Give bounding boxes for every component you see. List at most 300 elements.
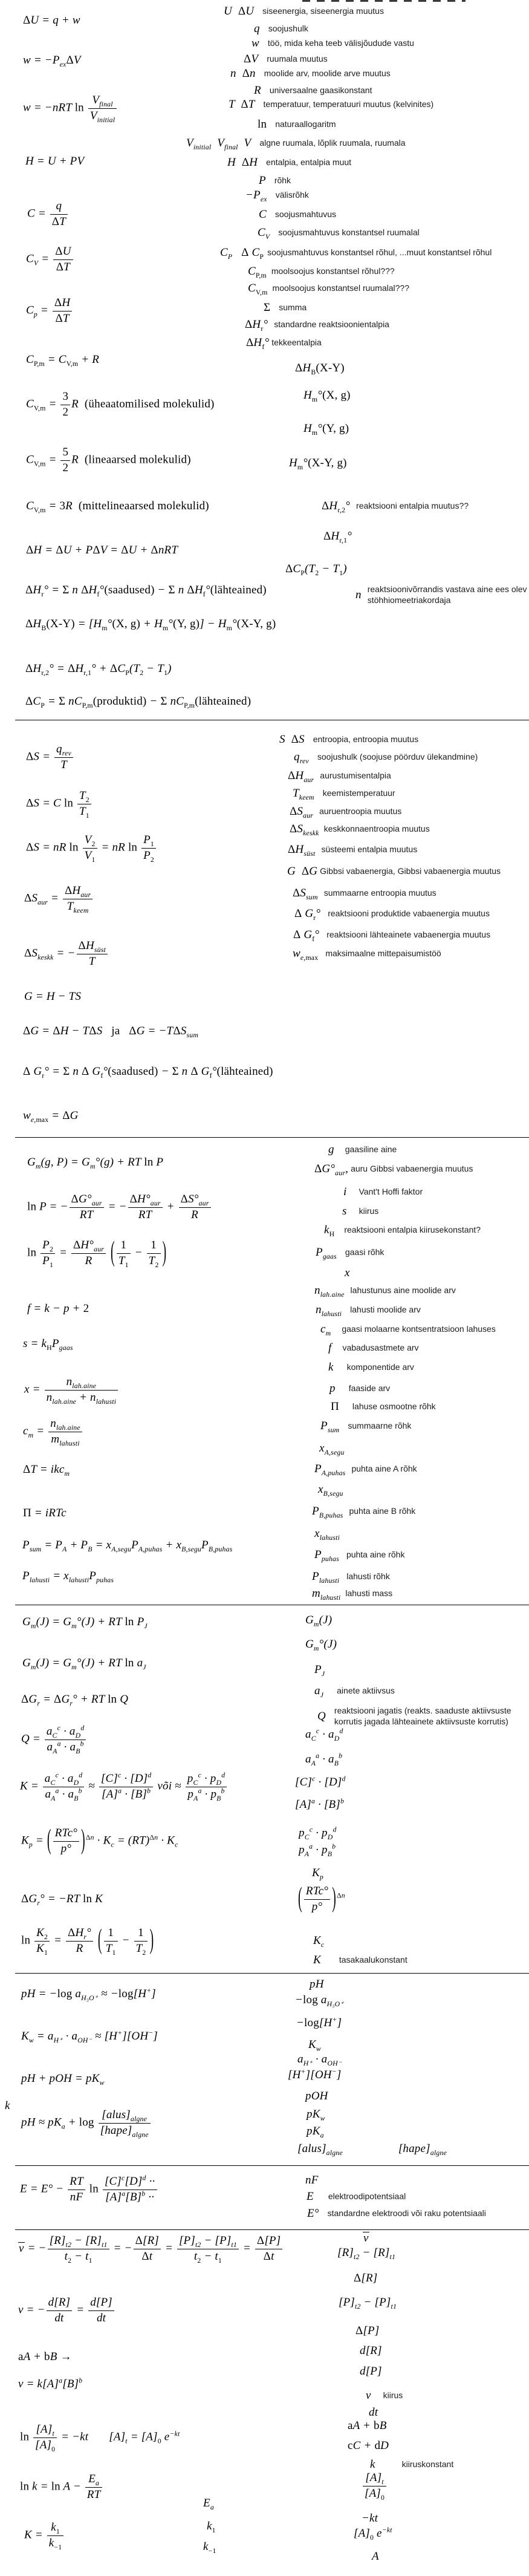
sym-n-symbol: n Δn xyxy=(230,67,256,80)
eq-cpm-cvm: $C_{P,m} = C_{V,m} + R$ xyxy=(26,353,100,368)
sym-nf-symbol: nF xyxy=(305,2174,319,2186)
sym-g-gas-desc: gaasiline aine xyxy=(345,1144,397,1155)
sym-dgr-symbol: Δ $G_r^\circ$ xyxy=(294,907,321,922)
sym-v-symbol: $V_{initial}$ $V_{final}$ V xyxy=(186,137,252,151)
sym-hmxy-symbol: $H_m^\circ(X-Y$, g) xyxy=(289,457,347,471)
sym-c xyxy=(259,208,336,221)
sym-aj-desc: ainete aktiivsus xyxy=(337,1686,395,1696)
sym-e0-desc: standardne elektroodi või raku potentsiaali xyxy=(327,2208,486,2219)
sym-gmj xyxy=(305,1614,340,1627)
sym-dt-symbol: dt xyxy=(369,2406,378,2419)
sym-hmxy xyxy=(289,457,355,470)
sym-u-symbol: U ΔU xyxy=(224,5,255,18)
sym-a0ekt xyxy=(354,2527,401,2540)
sym-plahusti-symbol: $P_{lahusti}$ xyxy=(312,1570,340,1585)
sym-v-desc: algne ruumala, lõplik ruumala, ruumala xyxy=(259,138,406,148)
eq-dg-lnk: $\Delta G_r^\circ = -RT$ ln K xyxy=(21,1893,103,1907)
sym-dhr1 xyxy=(323,530,360,543)
eq-work-isothermal: w = −nRT ln $V_{final}$ $V_{initial}$ xyxy=(23,94,118,123)
sym-pbpuhas-symbol: $P_{B,puhas}$ xyxy=(312,1505,343,1519)
sym-n-stoich-desc: reaktsioonivõrrandis vastava aine ees olev stöhhiomeetriakordaja xyxy=(367,584,527,605)
sym-wemax-desc: maksimaalne mittepaisumistöö xyxy=(325,948,441,959)
sym-n-stoich xyxy=(355,584,529,605)
eq-internal-energy: ΔU = q + w xyxy=(23,14,80,27)
sym-dhf-symbol: $\Delta H_f^\circ$ xyxy=(246,336,270,351)
sym-ppuhas xyxy=(314,1548,404,1562)
sym-t-desc: temperatuur, temperatuuri muutus (kelvinites) xyxy=(263,99,434,109)
sym-n xyxy=(230,67,391,80)
sym-dgr-desc: reaktsiooni produktide vabaenergia muutus xyxy=(328,908,490,919)
eq-entropy-qrev: ΔS = $q_{rev}$ T xyxy=(26,743,74,772)
sym-p-symbol: P xyxy=(259,174,266,187)
eq-cv: $C_V$ = $\frac{\Delta U}{\Delta T}$ xyxy=(26,245,74,275)
eq-reaction-quotient: Q = $a_C^c \cdot a_D^d$ $a_A^a \cdot a_B^b$ xyxy=(21,1725,87,1755)
sym-d-r-symbol: d[R] xyxy=(360,2344,382,2357)
sym-q-quotient-symbol: Q xyxy=(317,1709,326,1723)
eq-gibbs-def: G = H − TS xyxy=(24,990,82,1003)
sym-pcd xyxy=(299,1827,345,1840)
sym-pi xyxy=(331,1400,436,1414)
sym-poh xyxy=(305,2090,337,2103)
sym-p-phases xyxy=(329,1382,390,1395)
sym-cm-desc: gaasi molaarne kontsentratsioon lahuses xyxy=(342,1324,496,1334)
sym-g-gas-symbol: g xyxy=(328,1143,334,1156)
sym-pj-symbol: $P_J$ xyxy=(314,1663,325,1678)
sym-s-speed-symbol: s xyxy=(342,1205,347,1218)
sym-v-rate-desc: kiirus xyxy=(383,2390,403,2401)
eq-dh-dnrt: ΔH = ΔU + PΔV = ΔU + ΔnRT xyxy=(26,544,178,556)
sym-dgaur-desc: auru Gibbsi vabaenergia muutus xyxy=(351,1164,473,1174)
sym-dgf-desc: reaktsiooni lähteainete vabaenergia muutus xyxy=(326,930,491,940)
sym-tkeem-symbol: $T_{keem}$ xyxy=(293,787,314,801)
sym-k-comp-symbol: k xyxy=(328,1361,334,1374)
eq-reaction-gibbs: Δ $G_r^\circ = \Sigma$ n Δ $G_f^\circ(saadused) - \Sigma$ n Δ $G_f^\circ(lähteained)$ xyxy=(23,1065,273,1080)
sym-d-p xyxy=(360,2365,391,2378)
sym-dgr xyxy=(294,907,490,921)
sym-x xyxy=(345,1267,359,1280)
sym-dskeskk xyxy=(290,823,430,836)
sym-q xyxy=(254,22,308,36)
sym-d-r xyxy=(360,2344,391,2358)
sym-plahusti xyxy=(312,1570,390,1583)
sym-w-symbol: w xyxy=(252,37,259,50)
sym-q-desc: soojushulk xyxy=(268,24,308,34)
sym-p-phases-desc: faaside arv xyxy=(348,1383,391,1394)
sym-n-stoich-symbol: n xyxy=(355,588,362,601)
eq-reaction-enthalpy: $\Delta H_r^\circ = \Sigma$ n $\Delta H_f^\circ(saadused) - \Sigma$ n $\Delta H_f^\circ(lähteained)$ xyxy=(25,584,267,598)
sym-pbpuhas-desc: puhta aine B rõhk xyxy=(349,1506,416,1516)
eq-max-work: $w_{e,max} = \Delta G$ xyxy=(23,1109,79,1124)
sym-p-diff-symbol: $[P]_{t2} - [P]_{t1}$ xyxy=(339,2296,397,2310)
sym-ln-symbol: ln xyxy=(258,118,267,131)
sym-f xyxy=(328,1342,419,1355)
sym-f-desc: vabadusastmete arv xyxy=(342,1343,419,1353)
sym-t xyxy=(229,98,433,111)
sym-log-h-symbol: −log[H+] xyxy=(296,2015,342,2029)
sym-ea-symbol: $E_a$ xyxy=(203,2497,214,2511)
sym-pgaas-desc: gaasi rõhk xyxy=(345,1247,385,1257)
sym-xbsegu xyxy=(318,1483,352,1496)
sym-dgaur-symbol: $\Delta G^\circ_{aur}$, xyxy=(314,1162,349,1177)
eq-kirchhoff: $\Delta H_{r,2}^\circ = \Delta H_{r,1}^\circ + \Delta C_P(T_2 - T_1)$ xyxy=(25,662,172,677)
sym-dcpt-symbol: $\Delta C_P(T_2 - T_1)$ xyxy=(285,562,347,577)
sym-cvm xyxy=(248,282,409,295)
sym-k1 xyxy=(207,2520,224,2533)
sym-dhaur-symbol: $\Delta H_{aur}$ xyxy=(288,769,314,784)
sym-nlahaine-desc: lahustunus aine moolide arv xyxy=(350,1285,456,1296)
sym-ccdd-symbol: cC + dD xyxy=(348,2439,389,2452)
sym-ccdd xyxy=(348,2439,397,2453)
sym-conc-ab xyxy=(295,1798,352,1811)
sym-nf xyxy=(305,2174,327,2187)
sym-dr xyxy=(354,2272,386,2285)
eq-nernst: E = E° − $\frac{RT}{nF}$ ln $\frac{[C]^c[D]^d \cdot\cdot}{[A]^a[B]^b \cdot\cdot}$ xyxy=(20,2175,158,2205)
sym-h-symbol: H ΔH xyxy=(227,156,258,169)
sym-ah-aoh xyxy=(297,2053,350,2066)
sym-ln-desc: naturaallogaritm xyxy=(275,119,336,129)
sym-dv-symbol: ΔV xyxy=(244,53,259,65)
sym-nlahusti-symbol: $n_{lahusti}$ xyxy=(316,1303,342,1318)
eq-gibbs-change: ΔG = ΔH − TΔS ja $\Delta G = -T\Delta S_{sum}$ xyxy=(23,1025,199,1039)
sym-cm xyxy=(320,1323,496,1336)
sym-aabb xyxy=(348,2419,395,2433)
eq-raoult-total: $P_{sum} = P_A + P_B = x_{A,segu}P_{A,puhas} + x_{B,segu}P_{B,puhas}$ xyxy=(22,1539,233,1553)
sym-a-freq-symbol: A xyxy=(372,2550,379,2563)
sym-i-vanthoff-desc: Vant't Hoffi faktor xyxy=(359,1187,423,1197)
eq-bond-enthalpy: $\Delta H_B(X-Y) = [H_m^\circ(X$, $g) + H_m^\circ(Y$, $g)] - H_m^\circ(X-Y$, g) xyxy=(25,618,276,632)
sym-i-vanthoff-symbol: i xyxy=(343,1185,347,1198)
sym-pex-symbol: $-P_{ex}$ xyxy=(245,189,267,203)
sym-dsaur-desc: auruentroopia muutus xyxy=(319,806,402,817)
eq-rate-law: $v = k[A]^a[B]^b$ xyxy=(18,2376,83,2390)
sym-aj xyxy=(314,1684,395,1698)
eq-vant-hoff: ln $\frac{K_2}{K_1}$ = $\Delta H_r^\circ$ R ( $\frac{1}{T_1}$ − $\frac{1}{T_2}$ ) xyxy=(21,1923,154,1957)
sym-aab xyxy=(305,1753,351,1766)
sym-kt-symbol: −kt xyxy=(362,2512,378,2525)
section-divider xyxy=(15,2165,529,2166)
sym-dhsyst-symbol: $\Delta H_{süst}$ xyxy=(288,843,316,858)
sym-dhf xyxy=(246,336,322,350)
sym-dssum-desc: summaarne entroopia muutus xyxy=(323,888,437,898)
sym-g-gibbs xyxy=(287,865,501,878)
sym-pab xyxy=(299,1844,344,1857)
sym-ph-symbol: pH xyxy=(310,1978,324,1991)
eq-stray-k: k xyxy=(5,2099,10,2112)
sym-dhsyst xyxy=(288,843,417,856)
sym-dgf-symbol: Δ $G_f^\circ$ xyxy=(293,928,320,943)
sym-dsaur xyxy=(290,805,401,818)
sym-h-oh-symbol: [H+][OH−] xyxy=(288,2067,342,2081)
sym-log-ah3o xyxy=(295,1994,352,2007)
sym-cvm-symbol: $C_{V,m}$ xyxy=(248,282,268,296)
sym-mlahusti xyxy=(312,1587,392,1600)
sym-dhr2 xyxy=(322,500,469,513)
sym-pkw-symbol: $pK_w$ xyxy=(307,2108,325,2122)
eq-cvm-linear: $C_{V,m}$ = $\frac{5}{2}$ R (lineaarsed molekulid) xyxy=(26,446,191,474)
sym-s-speed-desc: kiirus xyxy=(359,1206,379,1216)
eq-kp-kc: $K_p$ = ( RTc° p° )$^{\Delta n} \cdot K_c = (RT)^{\Delta n} \cdot K_c$ xyxy=(21,1824,178,1856)
sym-conc-cd-symbol: $[C]^c \cdot [D]^d$ xyxy=(295,1775,346,1789)
sym-kt xyxy=(362,2512,386,2525)
sym-tkeem-desc: keemistemperatuur xyxy=(322,788,395,798)
sym-alus-hape xyxy=(297,2142,455,2156)
sym-cv xyxy=(258,226,420,240)
sym-dhr-symbol: $\Delta H_r^\circ$ xyxy=(245,318,268,333)
sym-rtc-paren xyxy=(297,1882,354,1914)
sym-n-desc: moolide arv, moolide arve muutus xyxy=(264,68,391,79)
eq-cvm-monoatomic: $C_{V,m}$ = $\frac{3}{2}$ R (üheaatomilised molekulid) xyxy=(26,390,215,419)
sym-s-entropy-symbol: S ΔS xyxy=(279,733,305,746)
sym-cv-desc: soojusmahtuvus konstantsel ruumalal xyxy=(278,227,420,238)
sym-ph xyxy=(310,1978,333,1991)
sym-dskeskk-desc: keskkonnaentroopia muutus xyxy=(323,824,430,834)
sym-kw-symbol: $K_w$ xyxy=(308,2038,321,2053)
sym-dhr2-desc: reaktsiooni entalpia muutus?? xyxy=(356,501,469,511)
sym-pka-symbol: $pK_a$ xyxy=(307,2125,324,2139)
sym-nlahusti xyxy=(316,1303,421,1317)
sym-vbar xyxy=(363,2232,378,2245)
sym-e0-symbol: E° xyxy=(307,2207,319,2220)
sym-xlahusti xyxy=(314,1527,348,1541)
sym-pbpuhas xyxy=(312,1505,415,1518)
eq-clausius-clapeyron: ln $\frac{P_2}{P_1}$ = $\Delta H^\circ_{aur}$ R ( $\frac{1}{T_1}$ − $\frac{1}{T_2}$ ) xyxy=(27,1236,167,1269)
sym-r-symbol: R xyxy=(254,84,261,97)
sym-ln xyxy=(258,118,336,131)
sym-kminus1 xyxy=(203,2540,225,2554)
eq-average-rate: v = − $\frac{[R]_{t2} - [R]_{t1}}{t_2 - t_1}$ = − $\frac{\Delta[R]}{\Delta t}$ = $\frac{[P]_{t2} - [P]_{t1}}{t_2 - t_1}$ = $\frac{\Delta[P]}{\Delta t}$ xyxy=(18,2234,284,2264)
sym-dhb-symbol: $\Delta H_B(X-Y)$ xyxy=(295,362,345,376)
sym-aj-symbol: $a_J$ xyxy=(314,1684,324,1699)
sym-k-eq-desc: tasakaalukonstant xyxy=(339,1955,407,1965)
sym-dv-desc: ruumala muutus xyxy=(267,54,328,64)
sym-log-h xyxy=(296,2017,350,2030)
sym-k1-symbol: $k_1$ xyxy=(207,2520,216,2534)
eq-gm-partial-pressure: $G_m(J) = G_m^\circ(J)$ + RT $\ln P_J$ xyxy=(22,1616,148,1630)
sym-q-symbol: q xyxy=(254,22,260,35)
sym-cv-symbol: $C_V$ xyxy=(258,226,270,241)
sym-d-p-symbol: d[P] xyxy=(360,2365,382,2378)
sym-poh-symbol: pOH xyxy=(305,2090,328,2102)
sym-aabb-symbol: aA + bB xyxy=(348,2419,387,2432)
sym-g-gibbs-symbol: G ΔG xyxy=(287,865,318,878)
sym-dsaur-symbol: $\Delta S_{aur}$ xyxy=(290,805,314,820)
sym-pkw xyxy=(307,2108,334,2121)
eq-ph-def: pH = −log $a_{H_3O^+} \approx -\log[H^+]$ xyxy=(21,1986,156,2002)
sym-wemax xyxy=(293,947,441,960)
sym-hmy xyxy=(303,422,357,435)
eq-first-order: ln $\frac{[A]_t}{[A]_0}$ = −kt $[A]_t = [A]_0$ $e^{-kt}$ xyxy=(20,2423,180,2453)
sym-c-symbol: C xyxy=(259,208,267,221)
sym-v-rate xyxy=(366,2389,403,2402)
sym-e-symbol: E xyxy=(307,2190,314,2203)
eq-osmotic: Π = iRTc xyxy=(23,1507,67,1519)
eq-vap-entropy: $\Delta S_{aur}$ = $\Delta H_{aur}$ $T_{keem}$ xyxy=(24,884,94,914)
eq-gm-pressure: $G_m(g$, $P) = G_m^\circ(g)$ + RT ln P xyxy=(27,1156,164,1170)
sym-v-rate-symbol: v xyxy=(366,2389,371,2402)
sym-dgf xyxy=(293,928,490,942)
sym-dhaur xyxy=(288,769,391,783)
eq-instant-rate: v = − $\frac{d[R]}{dt}$ = $\frac{d[P]}{dt}$ xyxy=(18,2296,115,2326)
sym-cp-desc: soojusmahtuvus konstantsel rõhul, ...muut konstantsel rõhul xyxy=(267,247,492,258)
sym-dhr xyxy=(245,318,389,331)
sym-xbsegu-symbol: $x_{B,segu}$ xyxy=(318,1483,343,1498)
eq-arrhenius: ln k = ln A − $\frac{E_a}{RT}$ xyxy=(20,2473,103,2502)
sym-h-desc: entalpia, entalpia muut xyxy=(266,157,352,168)
sym-kc-symbol: $K_c$ xyxy=(313,1934,325,1949)
sym-plahusti-desc: lahusti rõhk xyxy=(346,1571,390,1582)
sym-ea xyxy=(203,2497,222,2510)
sym-k-comp xyxy=(328,1361,414,1374)
sym-k-eq-symbol: K xyxy=(313,1954,321,1966)
sym-pcd-symbol: $p_C^c \cdot p_D^d$ xyxy=(299,1825,337,1841)
sym-xlahusti-symbol: $x_{lahusti}$ xyxy=(314,1527,340,1542)
sym-kp xyxy=(312,1867,332,1880)
sym-dhf-desc: tekkeentalpia xyxy=(271,337,322,348)
sym-i-vanthoff xyxy=(343,1185,423,1199)
sym-nlahaine xyxy=(314,1284,456,1297)
eq-gibbs-quotient: $\Delta G_r = \Delta G_r^\circ$ + RT ln Q xyxy=(21,1693,129,1707)
sym-w xyxy=(252,37,414,50)
sym-ppuhas-desc: puhta aine rõhk xyxy=(346,1550,405,1560)
eq-k-ratio: K = $\frac{k_1}{k_{-1}}$ xyxy=(24,2521,65,2551)
sym-psum-desc: summaarne rõhk xyxy=(348,1421,412,1431)
eq-gm-activity: $G_m(J) = G_m^\circ(J)$ + RT $\ln a_J$ xyxy=(22,1657,146,1671)
sym-a-freq xyxy=(372,2550,388,2563)
sym-cpm-symbol: $C_{P,m}$ xyxy=(248,265,267,279)
sym-e0 xyxy=(307,2207,486,2220)
sym-g-gibbs-desc: Gibbsi vabaenergia, Gibbsi vabaenergia muutus xyxy=(320,866,501,876)
sym-p-desc: rõhk xyxy=(274,175,291,186)
eq-delta-cp: $\Delta C_P = \Sigma$ $nC_{P,m}(produktid) - \Sigma$ $nC_{P,m}(lähteained)$ xyxy=(25,695,252,709)
sym-kminus1-symbol: $k_{-1}$ xyxy=(203,2540,216,2555)
sym-qrev-desc: soojushulk (soojuse pöörduv ülekandmine) xyxy=(317,752,478,762)
sym-f-symbol: f xyxy=(328,1342,332,1354)
section-divider xyxy=(15,1137,529,1138)
sym-kh xyxy=(324,1224,481,1237)
sym-pi-desc: lahuse osmootne rõhk xyxy=(352,1401,436,1412)
sym-xasegu-symbol: $x_{A,segu}$ xyxy=(319,1442,345,1456)
eq-heat-capacity: C = $\frac{q}{\Delta T}$ xyxy=(27,200,69,229)
sym-gmj-symbol: $G_m(J)$ xyxy=(305,1614,333,1628)
sym-dhb xyxy=(295,362,353,375)
sym-papuhas xyxy=(314,1462,417,1476)
sym-k-rate-symbol: k xyxy=(370,2458,375,2471)
sym-dhaur-desc: aurustumisentalpia xyxy=(320,771,391,781)
sym-t-symbol: T ΔT xyxy=(229,98,255,111)
sym-pj xyxy=(314,1663,333,1677)
sym-pab-symbol: $p_A^a \cdot p_B^b$ xyxy=(299,1842,336,1858)
sym-dv xyxy=(244,53,328,66)
eq-enthalpy-def: H = U + PV xyxy=(25,155,85,168)
sym-mlahusti-desc: lahusti mass xyxy=(345,1588,393,1599)
sym-pgaas-symbol: $P_{gaas}$ xyxy=(316,1246,337,1260)
sym-cm-symbol: $c_m$ xyxy=(320,1323,331,1337)
sym-hmy-symbol: $H_m^\circ(Y$, g) xyxy=(303,422,349,437)
sym-dhsyst-desc: süsteemi entalpia muutus xyxy=(321,844,418,855)
sym-cpm-desc: moolsoojus konstantsel rõhul??? xyxy=(271,266,395,276)
sym-nlahaine-symbol: $n_{lah.aine}$ xyxy=(314,1284,345,1299)
sym-r xyxy=(254,84,372,97)
sym-aab-symbol: $a_A^a \cdot a_B^b$ xyxy=(305,1752,343,1767)
eq-molality: $c_m$ = $n_{lah.aine}$ $m_{lahusti}$ xyxy=(23,1417,83,1447)
sym-dt xyxy=(369,2406,386,2419)
sym-log-ah3o-symbol: −log $a_{H_3O^+}$ xyxy=(295,1994,344,2008)
sym-r-desc: universaalne gaasikonstant xyxy=(269,85,372,96)
sym-hmx-symbol: $H_m^\circ(X$, g) xyxy=(303,389,351,403)
sym-r-diff xyxy=(337,2246,404,2260)
sym-ah-aoh-symbol: $a_{H^+} \cdot a_{OH^-}$ xyxy=(297,2053,342,2067)
sym-dhr2-symbol: $\Delta H_{r,2}^\circ$ xyxy=(322,500,351,514)
sym-u-desc: siseenergia, siseenergia muutus xyxy=(262,6,384,16)
sym-xasegu xyxy=(319,1442,353,1455)
eq-entropy-nrln: ΔS = nR ln $\frac{V_2}{V_1}$ = nR ln $\frac{P_1}{P_2}$ xyxy=(26,833,157,863)
sym-v xyxy=(186,137,406,150)
sym-u xyxy=(224,5,384,18)
sym-sigma xyxy=(264,301,307,315)
sym-k-rate-desc: kiiruskonstant xyxy=(401,2459,454,2470)
sym-kh-symbol: $k_H$ xyxy=(324,1224,335,1238)
sym-p-phases-symbol: p xyxy=(329,1382,336,1395)
eq-henderson-hasselbalch: pH ≈ $pK_a + \log$ $[alus]_{algne}$ $[hape]_{algne}$ xyxy=(21,2108,152,2138)
sym-pex xyxy=(245,189,309,202)
sym-kh-desc: reaktsiooni entalpia kiirusekonstant? xyxy=(344,1225,481,1235)
sym-a-ratio-symbol: $\frac{[A]_t}{[A]_0}$ xyxy=(362,2471,388,2501)
eq-lnp: ln P = − $\Delta G^\circ_{aur}$ RT = − $\Delta H^\circ_{aur}$ RT + $\Delta S^\circ_{aur}$ R xyxy=(27,1193,212,1222)
sym-q-quotient-desc: reaktsiooni jagatis (reakts. saaduste aktiivsuste korrutis jagada lähteainete aktiivsuste korrutis) xyxy=(334,1706,511,1726)
eq-reaction-scheme: aA + bB → xyxy=(18,2350,72,2363)
sym-nlahusti-desc: lahusti moolide arv xyxy=(350,1305,421,1315)
sym-dr-symbol: Δ[R] xyxy=(354,2272,378,2284)
sym-hmx xyxy=(303,389,359,402)
sym-papuhas-desc: puhta aine A rõhk xyxy=(351,1464,417,1474)
eq-raoult-solvent: $P_{lahusti} = x_{lahusti}P_{puhas}$ xyxy=(22,1570,114,1584)
eq-work-pressure: $w = -P_{ex}\Delta V$ xyxy=(23,54,81,68)
sym-psum xyxy=(320,1420,411,1433)
sym-cvm-desc: moolsoojus konstantsel ruumalal??? xyxy=(272,283,410,293)
sym-kp-symbol: $K_p$ xyxy=(312,1867,323,1881)
sym-x-symbol: x xyxy=(345,1267,350,1279)
sym-h xyxy=(227,156,351,169)
sym-dssum-symbol: $\Delta S_{sum}$ xyxy=(293,887,318,901)
sym-g-gas xyxy=(328,1143,397,1156)
sym-conc-cd xyxy=(295,1776,354,1789)
sym-k-rate xyxy=(370,2458,453,2471)
sym-a0ekt-symbol: $[A]_0$ $e^{-kt}$ xyxy=(354,2526,392,2542)
eq-surroundings-entropy: $\Delta S_{keskk}$ = − $\Delta H_{süst}$ T xyxy=(24,939,109,969)
sym-dgaur xyxy=(314,1162,473,1176)
eq-phase-rule: f = k − p + 2 xyxy=(27,1302,89,1315)
sym-dhr1-symbol: $\Delta H_{r,1}^\circ$ xyxy=(323,530,352,544)
sym-dssum xyxy=(293,887,437,900)
sym-cp-symbol: $C_P$ Δ $C_P$ xyxy=(220,246,264,261)
section-divider xyxy=(15,1973,529,1974)
sym-dp-symbol: Δ[P] xyxy=(355,2324,380,2337)
sym-pi-symbol: Π xyxy=(331,1400,339,1413)
sym-cpm xyxy=(248,265,395,278)
eq-cp: $C_p$ = $\frac{\Delta H}{\Delta T}$ xyxy=(26,296,73,326)
sym-dskeskk-symbol: $\Delta S_{keskk}$ xyxy=(290,823,319,837)
sym-p xyxy=(259,174,291,187)
sym-pka xyxy=(307,2125,333,2138)
sym-acd xyxy=(305,1728,352,1741)
sym-w-desc: töö, mida keha teeb välisjõudude vastu xyxy=(267,38,414,48)
eq-colligative: ΔT = ikc$_m$ xyxy=(23,1463,70,1478)
sym-dhr-desc: standardne reaktsioonientalpia xyxy=(274,319,389,330)
sym-gmj0-symbol: $G_m^\circ(J)$ xyxy=(305,1638,337,1652)
sym-c-desc: soojusmahtuvus xyxy=(274,209,337,220)
sym-h-oh xyxy=(288,2069,349,2082)
eq-entropy-clnt: ΔS = C ln $\frac{T_2}{T_1}$ xyxy=(26,789,92,819)
